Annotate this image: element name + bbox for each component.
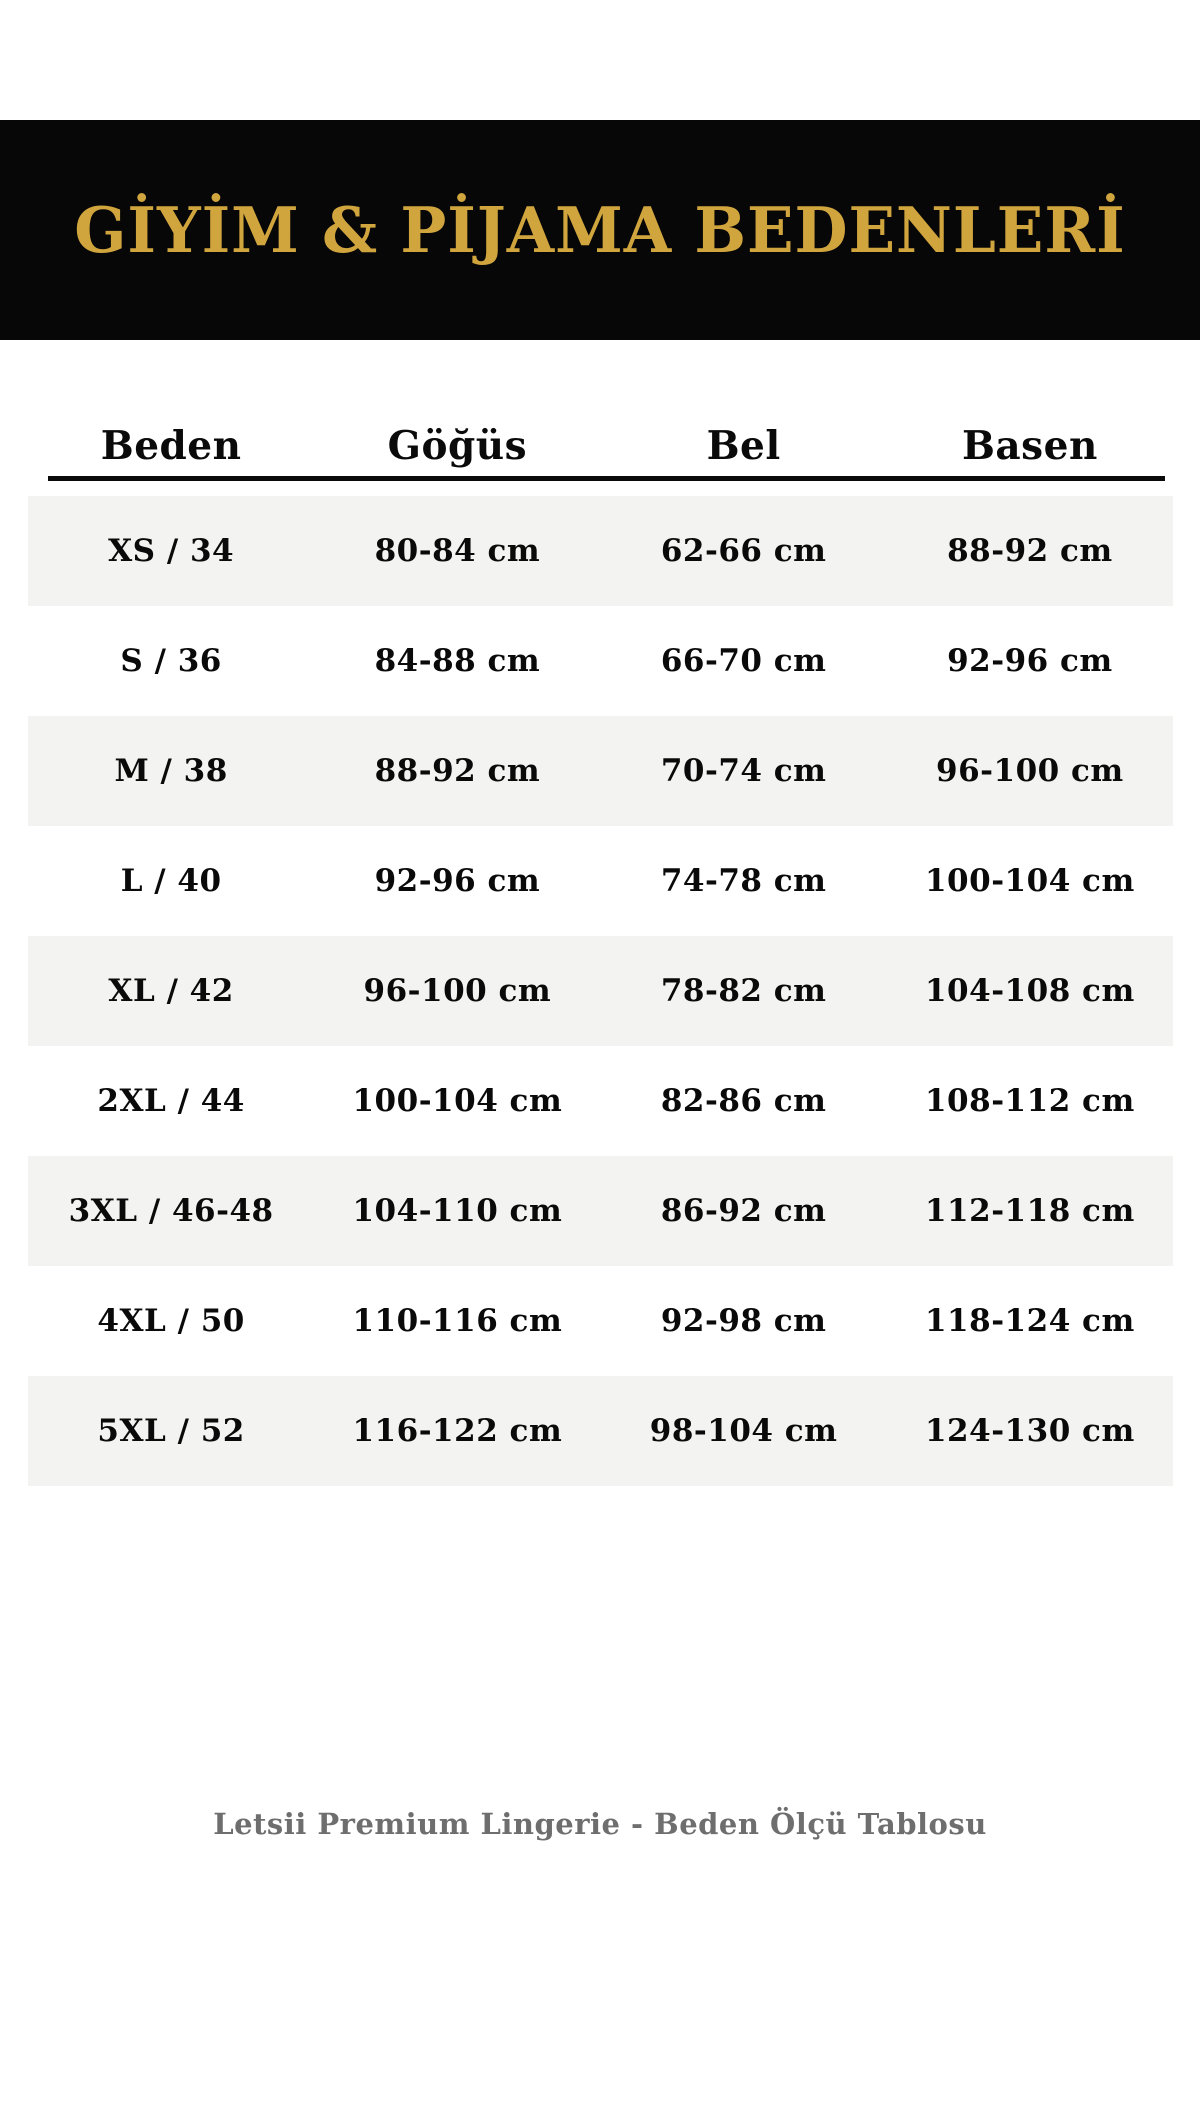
waist-cell: 66-70 cm [660, 643, 827, 679]
size-cell: M / 38 [114, 753, 228, 789]
chest-cell: 92-96 cm [374, 863, 541, 899]
hips-cell: 112-118 cm [924, 1193, 1135, 1229]
chest-cell: 88-92 cm [374, 753, 541, 789]
waist-cell: 78-82 cm [660, 973, 827, 1009]
hips-cell: 92-96 cm [947, 643, 1113, 679]
table-row-l-40 [28, 826, 1173, 936]
chest-cell: 116-122 cm [352, 1413, 563, 1449]
table-row-xs-34 [28, 496, 1173, 606]
table-header-row [28, 416, 1173, 476]
column-header-basen: Basen [961, 423, 1098, 469]
hips-cell: 118-124 cm [924, 1303, 1135, 1339]
waist-cell: 92-98 cm [660, 1303, 827, 1339]
chest-cell: 84-88 cm [374, 643, 541, 679]
page-title: GİYİM & PİJAMA BEDENLERİ [74, 193, 1126, 267]
chest-cell: 80-84 cm [374, 533, 541, 569]
waist-cell: 74-78 cm [660, 863, 827, 899]
table-row-xl-42 [28, 936, 1173, 1046]
hips-cell: 96-100 cm [936, 753, 1124, 789]
size-cell: 4XL / 50 [97, 1303, 245, 1339]
chest-cell: 104-110 cm [352, 1193, 563, 1229]
table-row-4xl-50 [28, 1266, 1173, 1376]
column-header-bel: Bel [706, 423, 781, 469]
waist-cell: 86-92 cm [660, 1193, 827, 1229]
table-row-2xl-44 [28, 1046, 1173, 1156]
footer-caption: Letsii Premium Lingerie - Beden Ölçü Tablosu [213, 1807, 987, 1841]
size-cell: 5XL / 52 [97, 1413, 245, 1449]
waist-cell: 98-104 cm [649, 1413, 838, 1449]
size-chart-page [0, 120, 1200, 1844]
table-body [28, 496, 1173, 1486]
hips-cell: 124-130 cm [924, 1413, 1135, 1449]
table-row-3xl-46-48 [28, 1156, 1173, 1266]
header-banner [0, 120, 1200, 340]
header-divider [48, 476, 1165, 481]
size-table [0, 416, 1200, 1486]
chest-cell: 100-104 cm [352, 1083, 563, 1119]
size-cell: S / 36 [120, 643, 222, 679]
chest-cell: 110-116 cm [352, 1303, 563, 1339]
waist-cell: 62-66 cm [660, 533, 827, 569]
hips-cell: 104-108 cm [924, 973, 1135, 1009]
size-cell: 2XL / 44 [97, 1083, 245, 1119]
column-header-beden: Beden [100, 423, 242, 469]
table-row-s-36 [28, 606, 1173, 716]
hips-cell: 88-92 cm [947, 533, 1113, 569]
size-cell: 3XL / 46-48 [68, 1193, 274, 1229]
table-row-m-38 [28, 716, 1173, 826]
hips-cell: 108-112 cm [924, 1083, 1135, 1119]
hips-cell: 100-104 cm [924, 863, 1135, 899]
table-row-5xl-52 [28, 1376, 1173, 1486]
column-header-gogus: Göğüs [387, 423, 528, 469]
chest-cell: 96-100 cm [363, 973, 552, 1009]
footer [0, 1804, 1200, 1844]
waist-cell: 82-86 cm [660, 1083, 827, 1119]
size-cell: XL / 42 [108, 973, 234, 1009]
waist-cell: 70-74 cm [660, 753, 827, 789]
size-cell: XS / 34 [108, 533, 235, 569]
size-cell: L / 40 [120, 863, 222, 899]
